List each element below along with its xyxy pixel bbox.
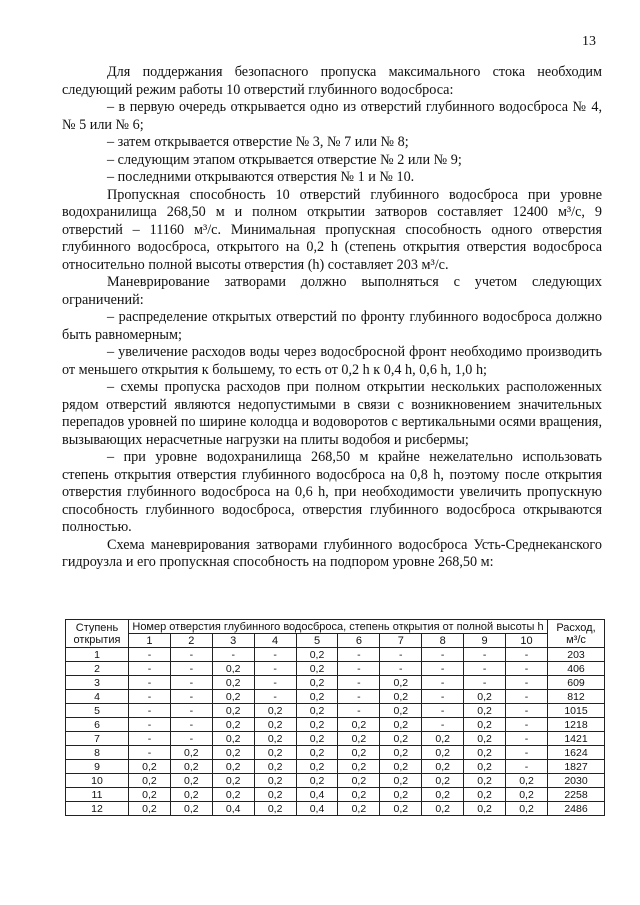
opening-cell: 0,4: [212, 802, 254, 816]
opening-cell: -: [170, 718, 212, 732]
opening-cell: 0,2: [212, 690, 254, 704]
stage-cell: 9: [66, 760, 129, 774]
opening-cell: 0,2: [170, 774, 212, 788]
opening-cell: 0,2: [129, 788, 171, 802]
opening-cell: 0,2: [464, 802, 506, 816]
hole-number-header: 8: [422, 634, 464, 648]
opening-cell: 0,2: [212, 676, 254, 690]
opening-cell: 0,2: [254, 746, 296, 760]
header-holes-group: Номер отверстия глубинного водосброса, степень открытия от полной высоты h: [129, 620, 548, 634]
list-item: – распределение открытых отверстий по фронту глубинного водосброса должно быть равномерным;: [62, 309, 602, 343]
flow-cell: 2258: [548, 788, 605, 802]
flow-cell: 1624: [548, 746, 605, 760]
table-body: [66, 648, 605, 816]
opening-cell: 0,2: [170, 802, 212, 816]
list-item: – в первую очередь открывается одно из отверстий глубинного водосброса № 4, № 5 или № 6;: [62, 99, 602, 133]
opening-cell: -: [338, 648, 380, 662]
stage-cell: 1: [66, 648, 129, 662]
list-item: – последними открываются отверстия № 1 и № 10.: [107, 169, 415, 185]
opening-cell: -: [129, 746, 171, 760]
table-row: [66, 676, 605, 690]
opening-cell: 0,2: [170, 746, 212, 760]
opening-cell: 0,2: [170, 788, 212, 802]
opening-cell: -: [170, 704, 212, 718]
opening-cell: -: [380, 662, 422, 676]
opening-cell: 0,2: [464, 718, 506, 732]
list-item: – при уровне водохранилища 268,50 м крайне нежелательно использовать степень открытия отверстия глубинного водосброса на 0,8 h, поэтому после открытия отверстия глубинного водосброса на 0,6 h, при необходимости увеличить пропускную способность глубинного водосброса, отверстия глубинного водосброса открываются полностью.: [62, 449, 602, 535]
opening-cell: 0,4: [296, 788, 338, 802]
opening-cell: 0,2: [506, 788, 548, 802]
flow-cell: 609: [548, 676, 605, 690]
table-row: [66, 704, 605, 718]
opening-cell: -: [422, 704, 464, 718]
opening-cell: -: [506, 732, 548, 746]
opening-cell: 0,2: [380, 676, 422, 690]
opening-cell: 0,2: [422, 788, 464, 802]
opening-cell: 0,2: [296, 676, 338, 690]
body-text: [62, 64, 602, 572]
opening-cell: 0,2: [254, 704, 296, 718]
flow-cell: 1015: [548, 704, 605, 718]
opening-cell: -: [422, 648, 464, 662]
opening-cell: 0,2: [380, 718, 422, 732]
opening-cell: 0,2: [338, 732, 380, 746]
opening-cell: 0,2: [422, 802, 464, 816]
opening-cell: 0,2: [296, 648, 338, 662]
opening-cell: 0,2: [254, 732, 296, 746]
opening-cell: -: [422, 662, 464, 676]
opening-cell: 0,2: [296, 760, 338, 774]
opening-cell: 0,2: [129, 760, 171, 774]
opening-cell: 0,2: [212, 746, 254, 760]
table-row: [66, 718, 605, 732]
list-item: – затем открывается отверстие № 3, № 7 или № 8;: [107, 134, 409, 150]
hole-number-header: 4: [254, 634, 296, 648]
opening-cell: -: [254, 662, 296, 676]
opening-cell: -: [506, 690, 548, 704]
opening-cell: 0,2: [254, 760, 296, 774]
opening-cell: 0,2: [212, 704, 254, 718]
table-row: [66, 746, 605, 760]
opening-cell: -: [506, 746, 548, 760]
flow-cell: 1421: [548, 732, 605, 746]
opening-cell: -: [506, 760, 548, 774]
list-item: – увеличение расходов воды через водосбросной фронт необходимо производить от меньшего открытия к большему, то есть от 0,2 h к 0,4 h, 0,6 h, 1,0 h;: [62, 344, 602, 378]
table-row: [66, 690, 605, 704]
opening-cell: 0,2: [422, 760, 464, 774]
opening-cell: -: [464, 662, 506, 676]
paragraph: Пропускная способность 10 отверстий глубинного водосброса при уровне водохранилища 268,50 м и полном открытии затворов составляет 12400 м³/с, 9 отверстий – 11160 м³/с. Минимальная пропускная способность одного отверстия глубинного водосброса, открытого на 0,2 h (степень открытия отверстия водосброса относительно полной высоты отверстия (h) составляет 203 м³/с.: [62, 186, 602, 273]
stage-cell: 5: [66, 704, 129, 718]
opening-cell: 0,2: [254, 802, 296, 816]
opening-cell: 0,2: [464, 774, 506, 788]
opening-cell: 0,2: [254, 774, 296, 788]
opening-cell: 0,2: [338, 718, 380, 732]
stage-cell: 4: [66, 690, 129, 704]
opening-cell: 0,2: [380, 788, 422, 802]
opening-cell: 0,2: [464, 760, 506, 774]
paragraph: Маневрирование затворами должно выполняться с учетом следующих ограничений:: [62, 274, 602, 308]
opening-cell: -: [422, 676, 464, 690]
opening-cell: 0,2: [254, 718, 296, 732]
opening-cell: -: [338, 704, 380, 718]
stage-cell: 11: [66, 788, 129, 802]
opening-cell: -: [422, 690, 464, 704]
opening-cell: 0,2: [422, 746, 464, 760]
opening-cell: -: [380, 648, 422, 662]
opening-cell: -: [170, 732, 212, 746]
opening-cell: 0,2: [464, 732, 506, 746]
opening-cell: 0,2: [422, 732, 464, 746]
header-flow: Расход, м³/с: [548, 620, 605, 648]
opening-cell: 0,2: [380, 690, 422, 704]
opening-cell: -: [129, 676, 171, 690]
stage-cell: 7: [66, 732, 129, 746]
opening-cell: -: [506, 662, 548, 676]
opening-cell: -: [129, 704, 171, 718]
opening-cell: 0,2: [380, 802, 422, 816]
flow-cell: 812: [548, 690, 605, 704]
opening-cell: 0,2: [296, 662, 338, 676]
hole-number-header: 6: [338, 634, 380, 648]
opening-cell: 0,2: [338, 746, 380, 760]
opening-cell: 0,2: [380, 704, 422, 718]
opening-cell: 0,2: [129, 802, 171, 816]
flow-cell: 2030: [548, 774, 605, 788]
hole-number-header: 2: [170, 634, 212, 648]
opening-cell: -: [129, 690, 171, 704]
opening-cell: 0,2: [338, 802, 380, 816]
opening-cell: 0,2: [506, 802, 548, 816]
opening-cell: 0,2: [380, 760, 422, 774]
opening-cell: 0,2: [380, 746, 422, 760]
opening-cell: -: [129, 732, 171, 746]
table-row: [66, 732, 605, 746]
opening-cell: 0,2: [296, 746, 338, 760]
opening-cell: 0,2: [212, 760, 254, 774]
opening-cell: 0,2: [212, 718, 254, 732]
opening-cell: 0,2: [170, 760, 212, 774]
opening-cell: -: [464, 648, 506, 662]
hole-number-header: 9: [464, 634, 506, 648]
list-item: – следующим этапом открывается отверстие № 2 или № 9;: [107, 151, 462, 168]
paragraph: Схема маневрирования затворами глубинного водосброса Усть-Среднеканского гидроузла и его пропускная способность на подпором уровне 268,50 м:: [62, 536, 602, 570]
header-stage: Ступень открытия: [66, 620, 129, 648]
opening-cell: 0,2: [296, 690, 338, 704]
gate-schedule-table: [65, 619, 605, 816]
hole-number-header: 10: [506, 634, 548, 648]
opening-cell: 0,2: [212, 732, 254, 746]
flow-cell: 406: [548, 662, 605, 676]
opening-cell: -: [338, 662, 380, 676]
opening-cell: -: [170, 676, 212, 690]
opening-cell: 0,2: [506, 774, 548, 788]
opening-cell: 0,2: [464, 704, 506, 718]
list-item: – схемы пропуска расходов при полном открытии нескольких расположенных рядом отверстий являются недопустимыми в связи с возникновением значительных перепадов уровней по ширине колодца и водоворотов с вертикальными осями вращения, вызывающих нерасчетные нагрузки на плиты водобоя и рисбермы;: [62, 379, 602, 448]
table-row: [66, 802, 605, 816]
hole-number-row: [66, 634, 605, 648]
opening-cell: 0,2: [380, 774, 422, 788]
opening-cell: 0,4: [296, 802, 338, 816]
table-row: [66, 760, 605, 774]
opening-cell: 0,2: [422, 774, 464, 788]
table-row: [66, 788, 605, 802]
opening-cell: 0,2: [212, 788, 254, 802]
opening-cell: -: [170, 648, 212, 662]
flow-cell: 203: [548, 648, 605, 662]
opening-cell: 0,2: [338, 774, 380, 788]
opening-cell: -: [338, 690, 380, 704]
opening-cell: -: [129, 718, 171, 732]
opening-cell: 0,2: [464, 788, 506, 802]
stage-cell: 10: [66, 774, 129, 788]
stage-cell: 6: [66, 718, 129, 732]
opening-cell: -: [506, 704, 548, 718]
stage-cell: 8: [66, 746, 129, 760]
opening-cell: -: [464, 676, 506, 690]
opening-cell: -: [254, 648, 296, 662]
opening-cell: 0,2: [296, 732, 338, 746]
hole-number-header: 7: [380, 634, 422, 648]
opening-cell: -: [506, 718, 548, 732]
stage-cell: 2: [66, 662, 129, 676]
opening-cell: 0,2: [380, 732, 422, 746]
opening-cell: 0,2: [338, 788, 380, 802]
stage-cell: 12: [66, 802, 129, 816]
paragraph: Для поддержания безопасного пропуска максимального стока необходим следующий режим работы 10 отверстий глубинного водосброса:: [62, 64, 602, 98]
page-number: 13: [582, 34, 596, 49]
opening-cell: 0,2: [296, 718, 338, 732]
opening-cell: 0,2: [212, 774, 254, 788]
opening-cell: -: [338, 676, 380, 690]
opening-cell: -: [212, 648, 254, 662]
flow-cell: 2486: [548, 802, 605, 816]
opening-cell: -: [506, 648, 548, 662]
opening-cell: 0,2: [338, 760, 380, 774]
opening-cell: 0,2: [464, 690, 506, 704]
opening-cell: -: [129, 648, 171, 662]
table-row: [66, 648, 605, 662]
opening-cell: 0,2: [129, 774, 171, 788]
opening-cell: 0,2: [212, 662, 254, 676]
opening-cell: -: [422, 718, 464, 732]
hole-number-header: 5: [296, 634, 338, 648]
flow-cell: 1218: [548, 718, 605, 732]
opening-cell: -: [254, 690, 296, 704]
opening-cell: -: [170, 690, 212, 704]
opening-cell: 0,2: [464, 746, 506, 760]
table-row: [66, 774, 605, 788]
opening-cell: 0,2: [296, 704, 338, 718]
stage-cell: 3: [66, 676, 129, 690]
hole-number-header: 3: [212, 634, 254, 648]
opening-cell: 0,2: [254, 788, 296, 802]
opening-cell: -: [254, 676, 296, 690]
table-row: [66, 662, 605, 676]
opening-cell: -: [170, 662, 212, 676]
hole-number-header: 1: [129, 634, 171, 648]
flow-cell: 1827: [548, 760, 605, 774]
opening-cell: 0,2: [296, 774, 338, 788]
opening-cell: -: [506, 676, 548, 690]
opening-cell: -: [129, 662, 171, 676]
